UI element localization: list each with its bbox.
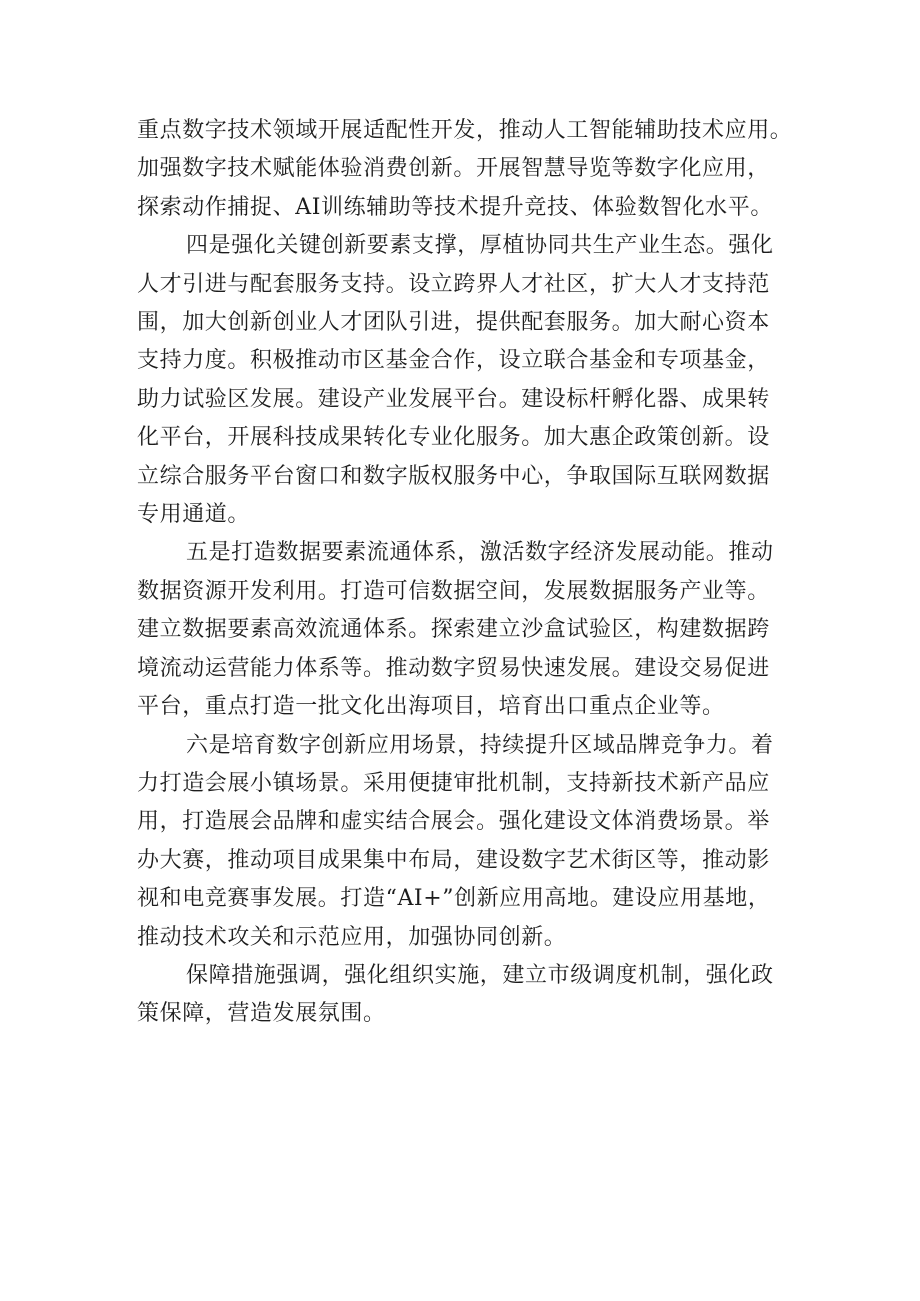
text-line: 策保障，营造发展氛围。 xyxy=(137,1001,386,1027)
paragraph-3 xyxy=(137,534,807,726)
text-line: 助力试验区发展。建设产业发展平台。建设标杆孵化器、成果转 xyxy=(137,386,770,412)
text-line: 四是强化关键创新要素支撑，厚植协同共生产业生态。强化 xyxy=(186,233,774,259)
text-line: 力打造会展小镇场景。采用便捷审批机制，支持新技术新产品应 xyxy=(137,770,770,796)
text-line: 加强数字技术赋能体验消费创新。开展智慧导览等数字化应用， xyxy=(137,156,770,182)
text-line: 建立数据要素高效流通体系。探索建立沙盒试验区，构建数据跨 xyxy=(137,617,770,643)
text-line: 专用通道。 xyxy=(137,502,251,528)
text-line: 六是培育数字创新应用场景，持续提升区域品牌竞争力。着 xyxy=(186,732,774,758)
text-line: 立综合服务平台窗口和数字版权服务中心，争取国际互联网数据 xyxy=(137,463,770,489)
text-line: 境流动运营能力体系等。推动数字贸易快速发展。建设交易促进 xyxy=(137,655,770,681)
text-line: 重点数字技术领域开展适配性开发，推动人工智能辅助技术应用。 xyxy=(137,118,793,143)
paragraph-4 xyxy=(137,727,807,957)
text-line: 平台，重点打造一批文化出海项目，培育出口重点企业等。 xyxy=(137,694,725,720)
paragraph-2 xyxy=(137,227,807,534)
text-line: 围，加大创新创业人才团队引进，提供配套服务。加大耐心资本 xyxy=(137,310,770,336)
text-line: 视和电竞赛事发展。打造“AI+”创新应用高地。建设应用基地， xyxy=(137,886,771,912)
text-line: 支持力度。积极推动市区基金合作，设立联合基金和专项基金， xyxy=(137,348,770,374)
document-body xyxy=(137,112,807,1034)
text-line: 推动技术攻关和示范应用，加强协同创新。 xyxy=(137,924,567,950)
paragraph-1 xyxy=(137,112,807,227)
text-line: 人才引进与配套服务支持。设立跨界人才社区，扩大人才支持范 xyxy=(137,271,770,297)
text-line: 数据资源开发利用。打造可信数据空间，发展数据服务产业等。 xyxy=(137,578,770,604)
paragraph-5 xyxy=(137,957,807,1034)
text-line: 化平台，开展科技成果转化专业化服务。加大惠企政策创新。设 xyxy=(137,425,770,451)
text-line: 五是打造数据要素流通体系，激活数字经济发展动能。推动 xyxy=(186,540,774,566)
text-line: 办大赛，推动项目成果集中布局，建设数字艺术街区等，推动影 xyxy=(137,847,770,873)
text-line: 保障措施强调，强化组织实施，建立市级调度机制，强化政 xyxy=(186,962,774,988)
text-line: 探索动作捕捉、AI训练辅助等技术提升竞技、体验数智化水平。 xyxy=(137,194,773,220)
text-line: 用，打造展会品牌和虚实结合展会。强化建设文体消费场景。举 xyxy=(137,809,770,835)
